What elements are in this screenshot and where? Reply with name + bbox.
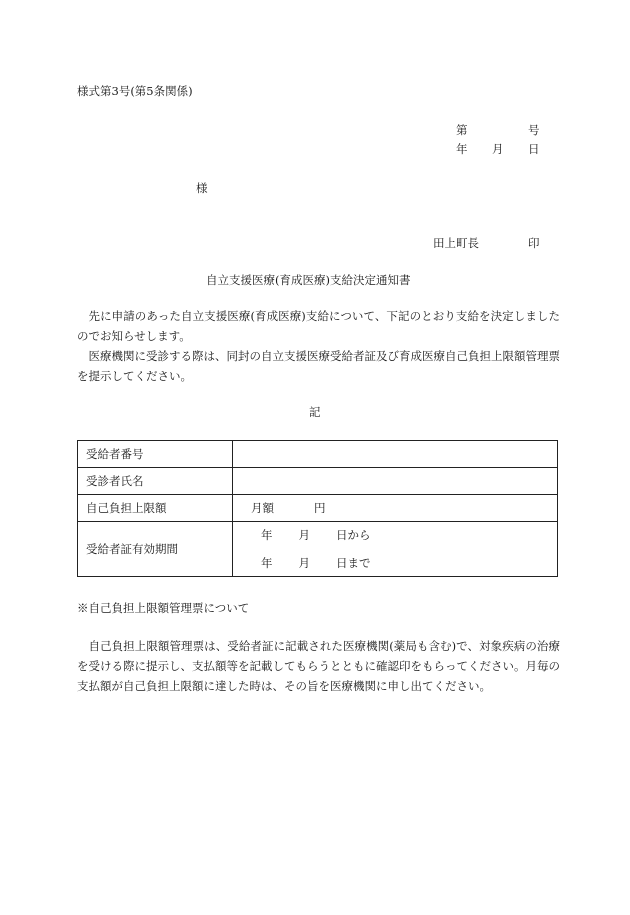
seal-mark: 印 [528, 236, 540, 250]
copay-limit-value [233, 495, 558, 522]
table-row [78, 441, 558, 468]
validity-period-label: 受給者証有効期間 [78, 522, 233, 577]
document-title: 自立支援医療(育成医療)支給決定通知書 [206, 273, 411, 287]
recipient-number-value [233, 441, 558, 468]
ki-heading: 記 [309, 405, 321, 419]
date-month: 月 [492, 142, 504, 156]
body-paragraph-1: 先に申請のあった自立支援医療(育成医療)支給について、下記のとおり支給を決定しましたのでお知らせします。 [77, 309, 560, 343]
table-row [78, 522, 558, 577]
monthly-amount-label: 月額 [251, 501, 274, 515]
yen-unit: 円 [314, 501, 326, 515]
copay-limit-label: 自己負担上限額 [78, 495, 233, 522]
recipient-number-label: 受給者番号 [78, 441, 233, 468]
date-day: 日 [528, 142, 540, 156]
sender-title: 田上町長 [433, 236, 479, 250]
patient-name-value [233, 468, 558, 495]
validity-period-value [233, 522, 558, 577]
recipient-honorific: 様 [196, 181, 208, 195]
period-to: 年 月 日まで [261, 556, 371, 570]
table-row [78, 495, 558, 522]
note-heading: ※自己負担上限額管理票について [77, 601, 250, 615]
form-number: 様式第3号(第5条関係) [77, 84, 193, 98]
recipient-info-table [77, 440, 558, 577]
body-paragraph-2: 医療機関に受診する際は、同封の自立支援医療受給者証及び育成医療自己負担上限額管理票を提示してください。 [77, 349, 560, 383]
table-row [78, 468, 558, 495]
number-prefix: 第 [456, 123, 468, 137]
date-year: 年 [456, 142, 468, 156]
number-suffix: 号 [528, 123, 540, 137]
note-body: 自己負担上限額管理票は、受給者証に記載された医療機関(薬局も含む)で、対象疾病の治療を受ける際に提示し、支払額等を記載してもらうとともに確認印をもらってください。月毎の支払額が自己負担上限額に達した時は、その旨を医療機関に申し出てください。 [77, 639, 560, 693]
period-from: 年 月 日から [261, 528, 371, 542]
patient-name-label: 受診者氏名 [78, 468, 233, 495]
